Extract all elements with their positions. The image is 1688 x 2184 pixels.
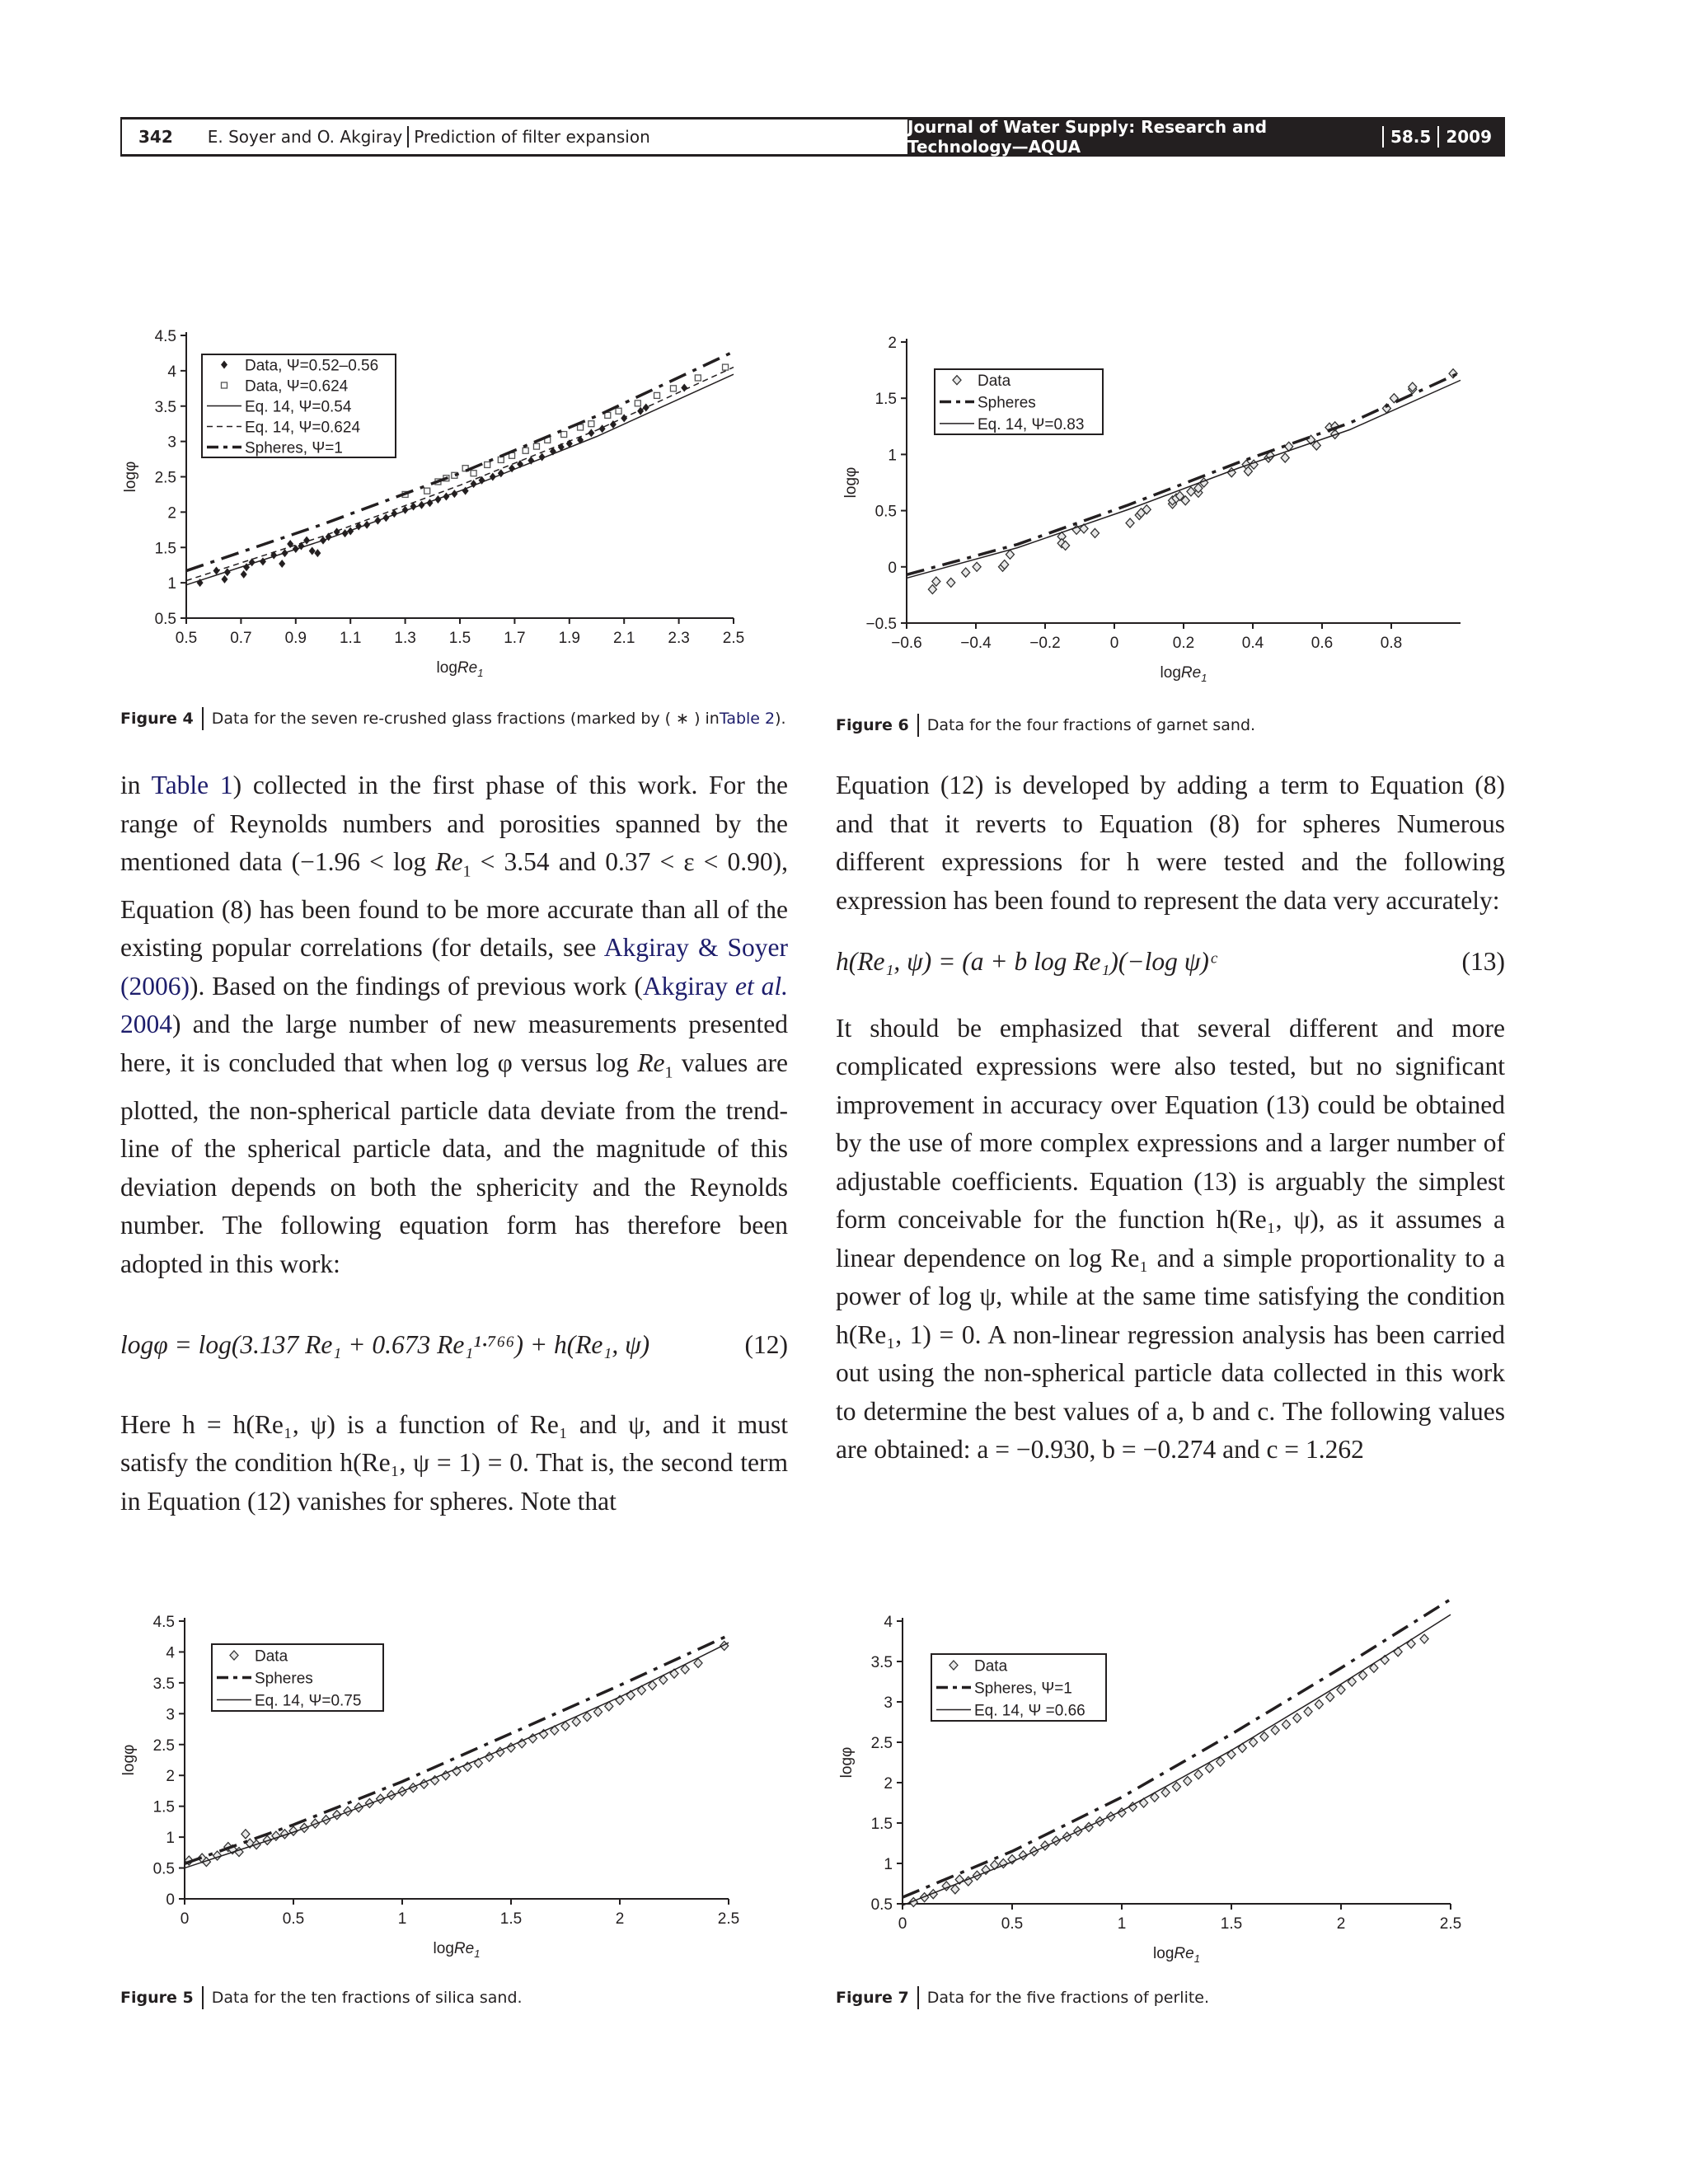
x-tick-label: 2.5 xyxy=(722,630,745,647)
table-2-link[interactable]: Table 2 xyxy=(719,710,776,728)
legend-entry: Data xyxy=(255,1647,288,1666)
legend-entry: Eq. 14, Ψ=0.75 xyxy=(255,1692,362,1710)
y-tick-label: 2 xyxy=(888,335,897,352)
data-point xyxy=(1326,1693,1334,1702)
page-number: 342 xyxy=(138,127,173,147)
equation-number: (12) xyxy=(744,1330,788,1360)
x-tick-label: 2 xyxy=(615,1910,625,1928)
table-1-link[interactable]: Table 1 xyxy=(151,771,233,799)
y-tick-label: 2.5 xyxy=(154,469,176,487)
legend-entry: Data, Ψ=0.624 xyxy=(245,377,349,396)
legend-entry: Eq. 14, Ψ=0.54 xyxy=(245,398,352,416)
data-point xyxy=(1271,1726,1279,1735)
legend-entry: Data xyxy=(978,373,1011,391)
legend-entry: Eq. 14, Ψ =0.66 xyxy=(974,1702,1085,1720)
caption-text: Data for the seven re-crushed glass fractions (marked by ( ∗ ) in xyxy=(211,710,720,728)
y-tick-label: 0.5 xyxy=(870,1896,893,1914)
y-tick-label: 1.5 xyxy=(154,540,176,558)
y-tick-label: 3.5 xyxy=(154,398,176,416)
text: 2004 xyxy=(120,1010,172,1039)
y-tick-label: 1 xyxy=(167,575,176,593)
akgiray-soyer-2006-link[interactable]: Akgiray & Soyer (2006) xyxy=(120,933,788,1001)
x-tick-label: 0.7 xyxy=(230,630,252,647)
legend-entry: Spheres, Ψ=1 xyxy=(245,439,343,457)
x-tick-label: 1.9 xyxy=(558,630,581,647)
x-tick-label: 1.1 xyxy=(339,630,362,647)
x-tick-label: −0.2 xyxy=(1029,635,1061,652)
x-axis-label: logRe$_1$ xyxy=(1153,1945,1200,1965)
text: values are plotted, the non-spherical particle data deviate from the trend-line of the spherical particle data, and the magnitude of this deviation depends on both the sphericity and the Reynolds number. The following equation form has therefore been adopted in this work: xyxy=(120,1047,788,1278)
legend-entry: Spheres xyxy=(255,1670,313,1688)
data-point xyxy=(1161,1788,1170,1797)
y-tick-label: 4.5 xyxy=(154,328,176,345)
y-axis-label: logφ xyxy=(838,1746,856,1779)
y-tick-label: 1 xyxy=(884,1856,893,1873)
figure-label: Figure 5 xyxy=(120,1989,194,2007)
x-tick-label: 2 xyxy=(1336,1915,1346,1933)
y-tick-label: 1.5 xyxy=(874,391,897,409)
legend-entry: Data xyxy=(974,1657,1008,1675)
x-tick-label: −0.4 xyxy=(960,635,992,652)
legend-entry: Spheres, Ψ=1 xyxy=(974,1680,1072,1698)
y-tick-label: 2 xyxy=(167,504,176,523)
x-tick-label: 1 xyxy=(397,1910,407,1928)
y-tick-label: 3 xyxy=(884,1694,893,1712)
chart-legend xyxy=(931,1654,1106,1721)
y-tick-label: 1 xyxy=(166,1830,175,1848)
math-re: Re xyxy=(637,1047,665,1077)
legend-entry: Spheres xyxy=(978,394,1036,412)
y-tick-label: 0.5 xyxy=(154,611,176,628)
data-point xyxy=(1282,1720,1291,1729)
x-tick-label: 1.7 xyxy=(504,630,526,647)
x-tick-label: 0 xyxy=(898,1915,907,1933)
y-tick-label: 1.5 xyxy=(870,1816,893,1833)
data-point xyxy=(1293,1713,1301,1722)
y-tick-label: 0 xyxy=(166,1891,175,1909)
x-tick-label: 0 xyxy=(180,1910,190,1928)
x-tick-label: 0.9 xyxy=(284,630,307,647)
y-tick-label: 3 xyxy=(167,434,176,452)
paragraph: Equation (12) is developed by adding a term to Equation (8) and that it reverts to Equation (8) for spheres Numerous different expressions for h were tested and the following expression has been found to represent the data very accurately: xyxy=(836,771,1505,915)
header-authors: E. Soyer and O. Akgiray xyxy=(207,127,403,147)
caption-divider xyxy=(917,1986,919,2009)
x-axis-label: logRe$_1$ xyxy=(433,1940,481,1960)
x-tick-label: 2.3 xyxy=(668,630,690,647)
y-tick-label: 4 xyxy=(166,1644,175,1662)
x-tick-label: 0.2 xyxy=(1172,635,1195,652)
text: in xyxy=(120,771,152,799)
x-axis-label: logRe$_1$ xyxy=(436,659,484,679)
data-point xyxy=(1260,1732,1268,1741)
x-tick-label: 2.5 xyxy=(717,1910,740,1928)
x-tick-label: 0.6 xyxy=(1311,635,1334,652)
data-point xyxy=(1304,1707,1312,1716)
x-tick-label: 0.5 xyxy=(282,1910,305,1928)
caption-text-end: ). xyxy=(775,710,786,728)
series-line xyxy=(903,1600,1451,1898)
data-point xyxy=(1420,1634,1428,1643)
x-tick-label: 2.1 xyxy=(612,630,635,647)
y-tick-label: 0.5 xyxy=(874,503,897,521)
x-tick-label: 2.5 xyxy=(1439,1915,1462,1933)
equation-body: logφ = log(3.137 Re₁ + 0.673 Re₁¹·⁷⁶⁶) + h(Re₁, ψ) xyxy=(120,1330,650,1360)
figure-7-caption xyxy=(836,1986,1209,2009)
x-tick-label: 0.4 xyxy=(1241,635,1264,652)
y-tick-label: 4 xyxy=(167,363,176,381)
legend-entry: Data, Ψ=0.52–0.56 xyxy=(245,357,379,375)
x-tick-label: 1.5 xyxy=(499,1910,523,1928)
y-axis-label: logφ xyxy=(120,1744,138,1776)
x-tick-label: 0.8 xyxy=(1380,635,1403,652)
x-axis-label: logRe$_1$ xyxy=(1160,664,1207,684)
y-tick-label: 1 xyxy=(888,447,897,465)
y-tick-label: 4.5 xyxy=(152,1614,175,1631)
data-point xyxy=(1140,1798,1148,1807)
y-tick-label: 3.5 xyxy=(152,1675,175,1693)
data-point xyxy=(1337,1685,1345,1694)
y-tick-label: −0.5 xyxy=(865,616,897,633)
journal-year: 2009 xyxy=(1446,127,1492,147)
y-tick-label: 0 xyxy=(888,559,897,577)
x-tick-label: 0.5 xyxy=(175,630,198,647)
y-axis-label: logφ xyxy=(842,466,860,499)
y-tick-label: 2.5 xyxy=(152,1736,175,1755)
header-short-title: Prediction of filter expansion xyxy=(414,127,650,147)
y-tick-label: 4 xyxy=(884,1614,893,1631)
legend-entry: Eq. 14, Ψ=0.624 xyxy=(245,419,361,437)
text: et al. xyxy=(734,971,788,1001)
paragraph: It should be emphasized that several different and more complicated expressions were also tested, but no significant improvement in accuracy over Equation (13) could be obtained by the use of more complex expressions and a larger number of adjustable coefficients. Equation (13) is arguably the simplest form conceivable for the function h(Re₁, ψ), as it assumes a linear dependence on log Re₁ and a simple proportionality to a power of log ψ, while at the same time satisfying the condition h(Re₁, 1) = 0. A non-linear regression analysis has been carried out using the non-spherical particle data collected in this work to determine the best values of a, b and c. The following values are obtained: a = −0.930, b = −0.274 and c = 1.262 xyxy=(836,1013,1505,1464)
data-point xyxy=(1205,1764,1213,1773)
x-tick-label: 1 xyxy=(1117,1915,1127,1933)
equation-number: (13) xyxy=(1461,947,1505,976)
text: ). Based on the findings of previous work ( xyxy=(189,971,643,1001)
text: Akgiray xyxy=(642,971,735,1001)
figure-label: Figure 7 xyxy=(836,1989,909,2007)
x-tick-label: 1.5 xyxy=(1220,1915,1243,1933)
text: ) and the large number of new measurements presented here, it is concluded that when log φ versus log xyxy=(120,1010,788,1077)
caption-text: Data for the four fractions of garnet sand. xyxy=(926,716,1256,734)
data-point xyxy=(1184,1777,1192,1786)
y-tick-label: 2 xyxy=(884,1775,893,1793)
x-tick-label: −0.6 xyxy=(891,635,922,652)
data-point xyxy=(1227,1750,1236,1759)
y-tick-label: 0.5 xyxy=(152,1860,175,1878)
legend-entry: Eq. 14, Ψ=0.83 xyxy=(978,415,1085,434)
figure-label: Figure 6 xyxy=(836,716,909,734)
caption-text: Data for the five fractions of perlite. xyxy=(926,1989,1210,2007)
caption-text: Data for the ten fractions of silica sand. xyxy=(211,1989,523,2007)
paragraph: Here h = h(Re₁, ψ) is a function of Re₁ and ψ, and it must satisfy the condition h(Re₁, ψ = 1) = 0. That is, the second term in Equation (12) vanishes for spheres. Note that xyxy=(120,1409,788,1516)
data-point xyxy=(1194,1770,1203,1779)
y-tick-label: 2.5 xyxy=(870,1735,893,1752)
y-axis-label: logφ xyxy=(122,461,139,493)
equation-body: h(Re₁, ψ) = (a + b log Re₁)(−log ψ)ᶜ xyxy=(836,947,1217,976)
data-point xyxy=(1407,1639,1415,1648)
x-tick-label: 1.5 xyxy=(448,630,471,647)
paragraph: in Table 1) collected in the first phase of this work. For the range of Reynolds numbers and porosities spanned by the mentioned data ($-1.96 < \log Re_1 < 3.54$ and 0.37 < ε < 0.90), Equation (8) has been found to be more accurate than all of the existing popular correlations (for details, see Akgiray & Soyer (2006)). Based on the findings of previous work (Akgiray et al. 2004) and the large number of new measurements presented here, it is concluded that when log φ versus $\log Re_1$ values are plotted, the non-spherical particle data deviate from the trend-line of the spherical particle data, and the magnitude of this deviation depends on both the sphericity and the Reynolds number. The following equation form has therefore been adopted in this work: xyxy=(120,771,789,1278)
math-re: Re xyxy=(435,847,463,876)
data-point xyxy=(1315,1699,1323,1708)
data-point xyxy=(1173,1782,1181,1791)
y-tick-label: 2 xyxy=(166,1768,175,1786)
figure-label: Figure 4 xyxy=(120,710,194,728)
y-tick-label: 3 xyxy=(166,1706,175,1724)
text: ) collected in the first phase of this work. For the range of Reynolds numbers and porosities spanned by the mentioned data (−1.96 < log xyxy=(120,771,788,876)
y-tick-label: 3.5 xyxy=(870,1654,893,1671)
x-tick-label: 1.3 xyxy=(394,630,416,647)
journal-name: Journal of Water Supply: Research and Technology—AQUA xyxy=(907,117,1268,157)
journal-volume: 58.5 xyxy=(1390,127,1432,147)
x-tick-label: 0 xyxy=(1109,635,1119,652)
y-tick-label: 1.5 xyxy=(152,1798,175,1816)
text: < 3.54 and 0.37 < ε < 0.90), Equation (8) has been found to be more accurate than all of the existing popular correlations (for details, see xyxy=(120,847,789,963)
x-tick-label: 0.5 xyxy=(1001,1915,1024,1933)
